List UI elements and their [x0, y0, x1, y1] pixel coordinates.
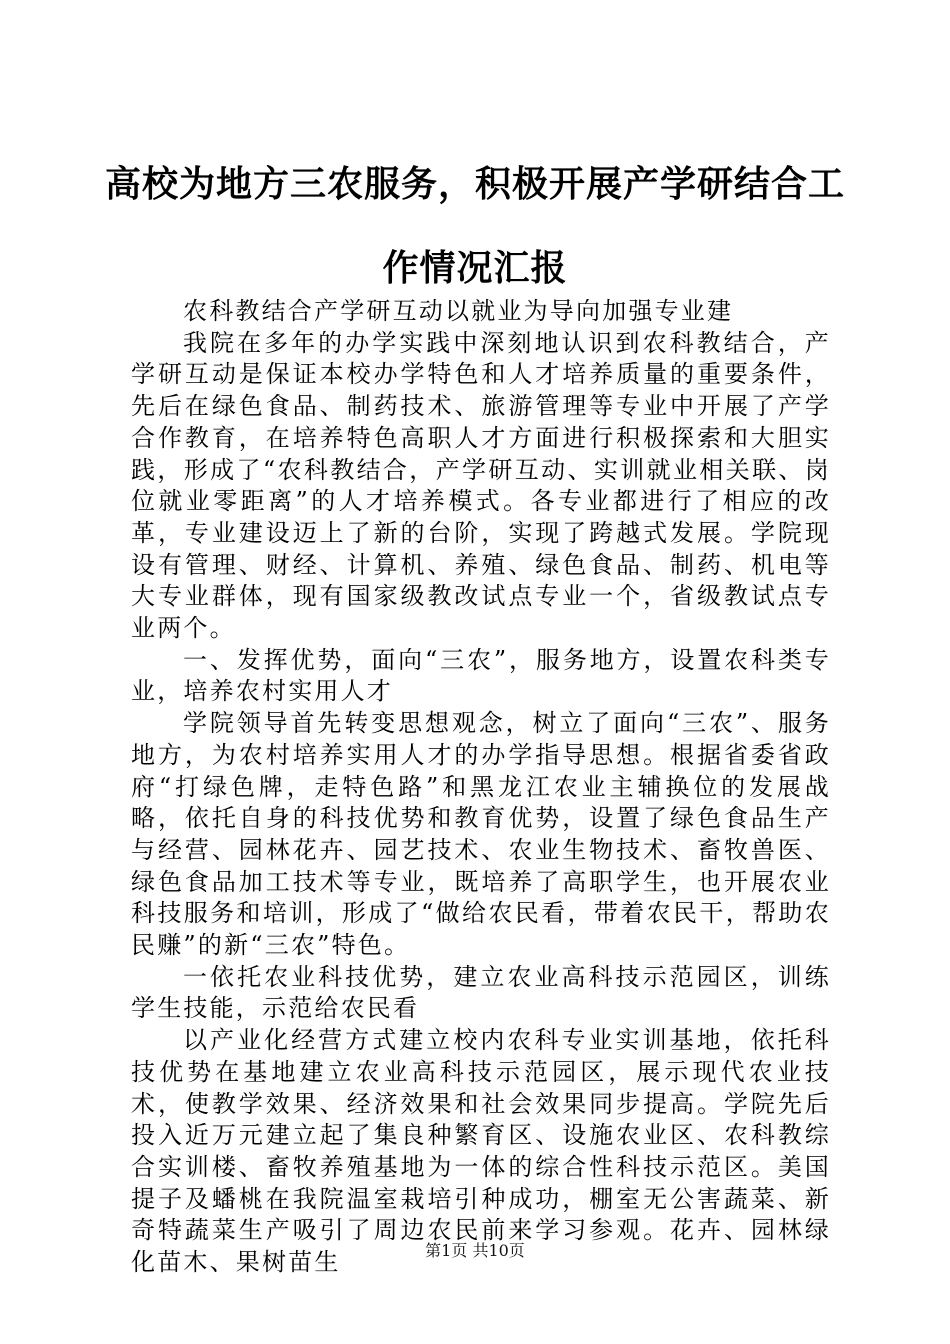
section-heading: 一依托农业科技优势，建立农业高科技示范园区，训练学生技能，示范给农民看: [131, 962, 831, 1023]
page-number: 第1页 共10页: [425, 1241, 525, 1260]
paragraph: 学院领导首先转变思想观念，树立了面向“三农”、服务地方，为农村培养实用人才的办学指导思想。根据省委省政府“打绿色牌，走特色路”和黑龙江农业主辅换位的发展战略，依托自身的科技优势和教育优势，设置了绿色食品生产与经营、园林花卉、园艺技术、农业生物技术、畜牧兽医、绿色食品加工技术等专业，既培养了高职学生，也开展农业科技服务和培训，形成了“做给农民看，带着农民干，帮助农民赚”的新“三农”特色。: [131, 709, 831, 960]
document-title-line-1: 高校为地方三农服务，积极开展产学研结合工: [104, 163, 845, 205]
page-footer: [0, 1242, 950, 1260]
paragraph: 以产业化经营方式建立校内农科专业实训基地，依托科技优势在基地建立农业高科技示范园区，展示现代农业技术，使教学效果、经济效果和社会效果同步提高。学院先后投入近万元建立起了集良种繁育区、设施农业区、农科教综合实训楼、畜牧养殖基地为一体的综合性科技示范区。美国提子及蟠桃在我院温室栽培引种成功，棚室无公害蔬菜、新奇特蔬菜生产吸引了周边农民前来学习参观。花卉、园林绿化苗木、果树苗生: [131, 1026, 831, 1277]
document-body: [131, 296, 831, 1279]
section-heading: 一、发挥优势，面向“三农”，服务地方，设置农科类专业，培养农村实用人才: [131, 645, 831, 706]
document-title-line-2: 作情况汇报: [382, 247, 568, 289]
paragraph-subtitle: 农科教结合产学研互动以就业为导向加强专业建: [183, 297, 734, 325]
paragraph: 我院在多年的办学实践中深刻地认识到农科教结合，产学研互动是保证本校办学特色和人才培养质量的重要条件，先后在绿色食品、制药技术、旅游管理等专业中开展了产学合作教育，在培养特色高职人才方面进行积极探索和大胆实践，形成了“农科教结合，产学研互动、实训就业相关联、岗位就业零距离”的人才培养模式。各专业都进行了相应的改革，专业建设迈上了新的台阶，实现了跨越式发展。学院现设有管理、财经、计算机、养殖、绿色食品、制药、机电等大专业群体，现有国家级教改试点专业一个，省级教试点专业两个。: [131, 328, 831, 643]
